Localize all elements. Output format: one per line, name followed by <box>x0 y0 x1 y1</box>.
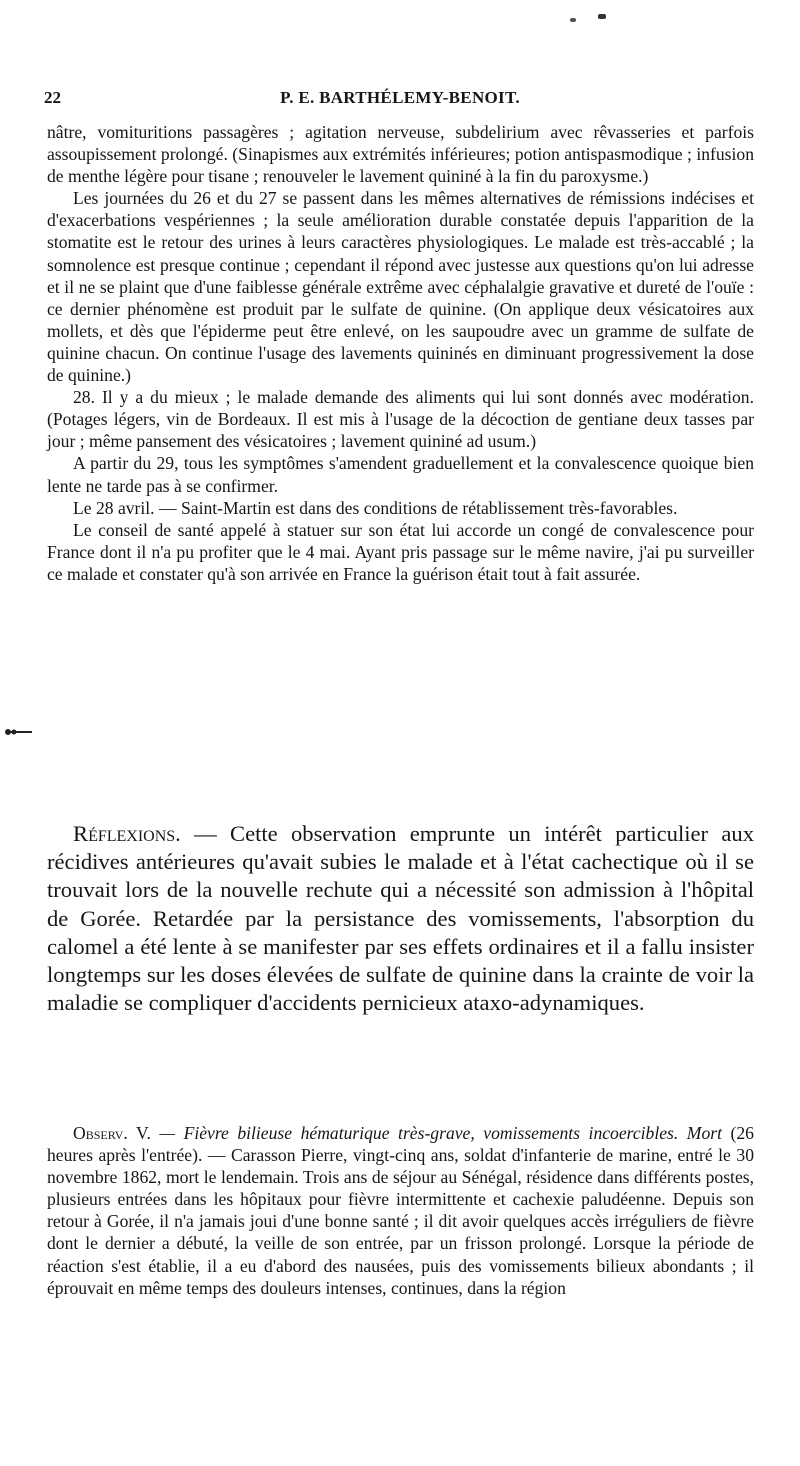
paragraph: A partir du 29, tous les symptômes s'amendent graduellement et la convalescence quoique bien lente ne tarde pas à se confirmer. <box>47 453 754 496</box>
reflexions-paragraph <box>47 820 754 1017</box>
paragraph: Le conseil de santé appelé à statuer sur son état lui accorde un congé de convalescence pour France dont il n'a pu profiter que le 4 mai. Ayant pris passage sur le même navire, j'ai pu surveiller ce malade et constater qu'à son arrivée en France la guérison était tout à fait assurée. <box>47 519 754 584</box>
observation-section <box>47 1122 754 1299</box>
observation-paragraph <box>47 1122 754 1299</box>
reflexions-section <box>47 820 754 1017</box>
paragraph: nâtre, vomituritions passagères ; agitation nerveuse, subdelirium avec rêvasseries et parfois assoupissement prolongé. (Sinapismes aux extrémités inférieures; potion antispasmodique ; infusion de menthe légère pour tisane ; renouveler le lavement quininé à la fin du paroxysme.) <box>47 122 754 187</box>
running-header <box>44 88 756 112</box>
observation-title: — Fièvre bilieuse hématurique très-grave, vomissements incoercibles. Mort <box>150 1123 722 1143</box>
reflexions-text: — Cette observation emprunte un intérêt particulier aux récidives antérieures qu'avait subies le malade et à l'état cachectique où il se trouvait lors de la nouvelle rechute qui a nécessité son admission à l'hôpital de Gorée. Retardée par la persistance des vomissements, l'absorption du calomel a été lente à se manifester par ses effets ordinaires et il a fallu insister longtemps sur les doses élevées de sulfate de quinine dans la crainte de voir la maladie se compliquer d'accidents pernicieux ataxo-adynamiques. <box>47 821 754 1016</box>
observation-text: (26 heures après l'entrée). — Carasson Pierre, vingt-cinq ans, soldat d'infanterie de marine, entré le 30 novembre 1862, mort le lendemain. Trois ans de séjour au Sénégal, résidence dans différents postes, plusieurs entrées dans les hôpitaux pour fièvre intermittente et cachexie paludéenne. Depuis son retour à Gorée, il n'a jamais joui d'une bonne santé ; il dit avoir quelques accès irréguliers de fièvre dont le dernier a débuté, la veille de son entrée, par un frisson prolongé. Lorsque la période de réaction s'est établie, il a eu d'abord des nausées, puis des vomissements bilieux abondants ; il éprouvait en même temps des douleurs intenses, continues, dans la région <box>47 1123 754 1298</box>
reflexions-label: Réflexions. <box>73 821 181 846</box>
case-text <box>47 121 754 585</box>
paragraph: 28. Il y a du mieux ; le malade demande des aliments qui lui sont donnés avec modération. (Potages légers, vin de Bordeaux. Il est mis à l'usage de la décoction de gentiane deux tasses par jour ; même pansement des vésicatoires ; lavement quininé ad usum.) <box>47 387 754 452</box>
paragraph: Les journées du 26 et du 27 se passent dans les mêmes alternatives de rémissions indécises et d'exacerbations vespériennes ; la seule amélioration durable constatée depuis l'apparition de la stomatite est le retour des urines à leurs caractères physiologiques. Le malade est très-accablé ; la somnolence est presque continue ; cependant il répond avec justesse aux questions qu'on lui adresse et il ne se plaint que d'une faiblesse générale extrême avec céphalalgie gravative et dureté de l'ouïe : ce dernier phénomène est produit par le sulfate de quinine. (On applique deux vésicatoires aux mollets, et dès que l'épiderme peut être enlevé, on les saupoudre avec un gramme de sulfate de quinine chacun. On continue l'usage des lavements quininés en diminuant progressivement la dose de quinine.) <box>47 188 754 386</box>
paragraph: Le 28 avril. — Saint-Martin est dans des conditions de rétablissement très-favorables. <box>73 497 678 518</box>
ink-speck <box>598 14 606 19</box>
observation-label: Observ. V. <box>73 1123 151 1143</box>
margin-arrow-mark <box>4 728 34 736</box>
ink-speck <box>570 18 576 22</box>
running-author: P. E. BARTHÉLEMY-BENOIT. <box>280 88 520 107</box>
page-number: 22 <box>44 88 61 107</box>
